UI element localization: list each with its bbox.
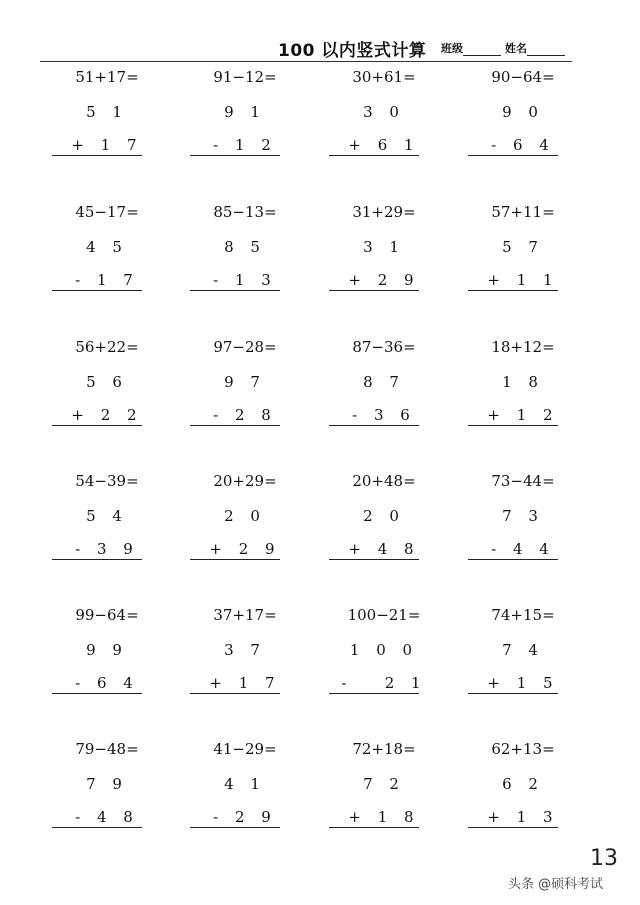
page-title: 100 以内竖式计算 <box>278 41 427 61</box>
problem-cell <box>468 740 608 860</box>
problem-equation: 87−36= <box>352 338 416 356</box>
answer-underline[interactable] <box>329 827 419 828</box>
problem-cell <box>329 472 469 592</box>
vertical-top-number: 5 7 <box>502 238 544 256</box>
answer-underline[interactable] <box>190 827 280 828</box>
problem-cell <box>468 338 608 458</box>
vertical-top-number: 9 7 <box>224 373 266 391</box>
vertical-top-number: 9 9 <box>86 641 128 659</box>
problem-cell <box>329 68 469 188</box>
answer-underline[interactable] <box>190 693 280 694</box>
problem-equation: 37+17= <box>213 606 277 624</box>
vertical-top-number: 2 0 <box>224 507 266 525</box>
answer-underline[interactable] <box>329 693 419 694</box>
vertical-top-number: 4 5 <box>86 238 128 256</box>
vertical-top-number: 6 2 <box>502 775 544 793</box>
problem-cell <box>52 740 192 860</box>
vertical-top-number: 5 4 <box>86 507 128 525</box>
vertical-top-number: 9 0 <box>502 103 544 121</box>
vertical-top-number: 8 5 <box>224 238 266 256</box>
problem-cell <box>190 472 330 592</box>
vertical-operator-line: - 3 9 <box>75 540 139 558</box>
problem-equation: 41−29= <box>213 740 277 758</box>
vertical-operator-line: + 2 2 <box>71 406 143 424</box>
problem-equation: 90−64= <box>491 68 555 86</box>
vertical-operator-line: + 6 1 <box>348 136 420 154</box>
vertical-top-number: 3 7 <box>224 641 266 659</box>
answer-underline[interactable] <box>468 290 558 291</box>
answer-underline[interactable] <box>468 425 558 426</box>
vertical-operator-line: - 2 9 <box>213 808 277 826</box>
problem-cell <box>190 338 330 458</box>
vertical-operator-line: - 1 3 <box>213 271 277 289</box>
problem-cell <box>329 740 469 860</box>
problem-equation: 57+11= <box>491 203 555 221</box>
vertical-operator-line: - 4 8 <box>75 808 139 826</box>
vertical-operator-line: + 1 7 <box>71 136 143 154</box>
answer-underline[interactable] <box>329 559 419 560</box>
vertical-operator-line: - 1 2 <box>213 136 277 154</box>
vertical-top-number: 5 6 <box>86 373 128 391</box>
answer-underline[interactable] <box>468 155 558 156</box>
problem-cell <box>329 606 469 726</box>
watermark: 头条 @硕科考试 <box>508 877 604 892</box>
page-number: 13 <box>590 846 618 871</box>
answer-underline[interactable] <box>190 425 280 426</box>
vertical-top-number: 5 1 <box>86 103 128 121</box>
vertical-top-number: 7 4 <box>502 641 544 659</box>
problem-equation: 30+61= <box>352 68 416 86</box>
vertical-operator-line: + 1 3 <box>487 808 559 826</box>
answer-underline[interactable] <box>52 155 142 156</box>
vertical-top-number: 3 1 <box>363 238 405 256</box>
answer-underline[interactable] <box>52 693 142 694</box>
answer-underline[interactable] <box>468 693 558 694</box>
answer-underline[interactable] <box>52 425 142 426</box>
problem-equation: 20+48= <box>352 472 416 490</box>
vertical-operator-line: + 1 8 <box>348 808 420 826</box>
problem-equation: 85−13= <box>213 203 277 221</box>
problem-equation: 51+17= <box>75 68 139 86</box>
answer-underline[interactable] <box>329 155 419 156</box>
vertical-operator-line: + 1 7 <box>209 674 281 692</box>
problem-equation: 99−64= <box>75 606 139 624</box>
vertical-top-number: 7 9 <box>86 775 128 793</box>
answer-underline[interactable] <box>468 827 558 828</box>
vertical-operator-line: + 2 9 <box>209 540 281 558</box>
problem-cell <box>190 740 330 860</box>
problem-equation: 79−48= <box>75 740 139 758</box>
vertical-top-number: 7 3 <box>502 507 544 525</box>
vertical-operator-line: - 6 4 <box>491 136 555 154</box>
problem-equation: 20+29= <box>213 472 277 490</box>
problem-equation: 45−17= <box>75 203 139 221</box>
problem-cell <box>52 606 192 726</box>
vertical-operator-line: + 4 8 <box>348 540 420 558</box>
problem-cell <box>468 68 608 188</box>
class-label: 班级 <box>441 42 463 55</box>
problem-cell <box>52 68 192 188</box>
answer-underline[interactable] <box>468 559 558 560</box>
problem-cell <box>52 203 192 323</box>
vertical-top-number: 9 1 <box>224 103 266 121</box>
problem-cell <box>190 68 330 188</box>
vertical-top-number: 1 0 0 <box>349 641 419 659</box>
answer-underline[interactable] <box>52 559 142 560</box>
answer-underline[interactable] <box>329 290 419 291</box>
vertical-operator-line: + 1 1 <box>487 271 559 289</box>
vertical-operator-line: + 1 5 <box>487 674 559 692</box>
answer-underline[interactable] <box>190 290 280 291</box>
problem-cell <box>468 606 608 726</box>
answer-underline[interactable] <box>52 290 142 291</box>
answer-underline[interactable] <box>190 559 280 560</box>
problem-cell <box>52 472 192 592</box>
problem-equation: 100−21= <box>347 606 421 624</box>
vertical-top-number: 7 2 <box>363 775 405 793</box>
vertical-top-number: 8 7 <box>363 373 405 391</box>
problem-equation: 56+22= <box>75 338 139 356</box>
problem-cell <box>468 472 608 592</box>
vertical-operator-line: - 2 1 <box>341 674 427 692</box>
vertical-operator-line: - 1 7 <box>75 271 139 289</box>
vertical-top-number: 1 8 <box>502 373 544 391</box>
problem-cell <box>329 203 469 323</box>
problem-equation: 62+13= <box>491 740 555 758</box>
vertical-operator-line: + 1 2 <box>487 406 559 424</box>
problem-equation: 18+12= <box>491 338 555 356</box>
problem-equation: 74+15= <box>491 606 555 624</box>
vertical-operator-line: - 4 4 <box>491 540 555 558</box>
problem-equation: 97−28= <box>213 338 277 356</box>
problem-equation: 91−12= <box>213 68 277 86</box>
problem-cell <box>52 338 192 458</box>
answer-underline[interactable] <box>329 425 419 426</box>
problem-equation: 54−39= <box>75 472 139 490</box>
vertical-top-number: 4 1 <box>224 775 266 793</box>
problem-cell <box>329 338 469 458</box>
vertical-operator-line: + 2 9 <box>348 271 420 289</box>
problem-equation: 73−44= <box>491 472 555 490</box>
problem-equation: 31+29= <box>352 203 416 221</box>
name-label: 姓名 <box>505 42 527 55</box>
answer-underline[interactable] <box>52 827 142 828</box>
vertical-operator-line: - 3 6 <box>352 406 416 424</box>
vertical-operator-line: - 2 8 <box>213 406 277 424</box>
problem-cell <box>468 203 608 323</box>
problem-cell <box>190 203 330 323</box>
problem-cell <box>190 606 330 726</box>
problem-equation: 72+18= <box>352 740 416 758</box>
answer-underline[interactable] <box>190 155 280 156</box>
vertical-top-number: 2 0 <box>363 507 405 525</box>
vertical-top-number: 3 0 <box>363 103 405 121</box>
vertical-operator-line: - 6 4 <box>75 674 139 692</box>
